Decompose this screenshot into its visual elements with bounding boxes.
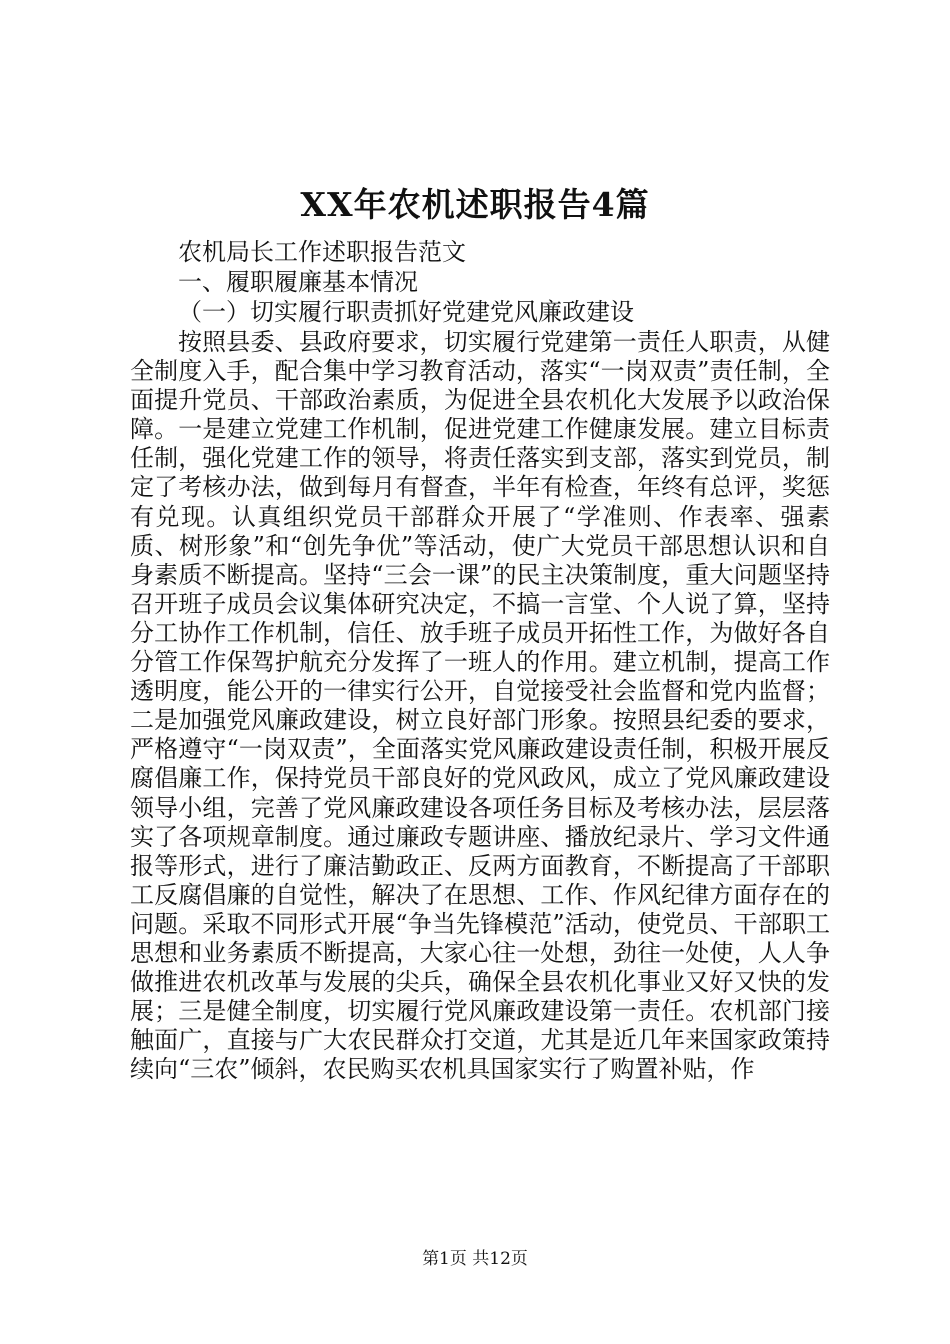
document-title: XX年农机述职报告4篇 [300, 185, 650, 224]
section-heading: 一、履职履廉基本情况 [178, 268, 418, 296]
body-paragraph: 按照县委、县政府要求，切实履行党建第一责任人职责，从健全制度入手，配合集中学习教育活动，落实“一岗双责”责任制，全面提升党员、干部政治素质，为促进全县农机化大发展予以政治保障。一是建立党建工作机制，促进党建工作健康发展。建立目标责任制，强化党建工作的领导，将责任落实到支部，落实到党员，制定了考核办法，做到每月有督查，半年有检查，年终有总评，奖惩有兑现。认真组织党员干部群众开展了“学准则、作表率、强素质、树形象”和“创先争优”等活动，使广大党员干部思想认识和自身素质不断提高。坚持“三会一课”的民主决策制度，重大问题坚持召开班子成员会议集体研究决定，不搞一言堂、个人说了算，坚持分工协作工作机制，信任、放手班子成员开拓性工作，为做好各自分管工作保驾护航充分发挥了一班人的作用。建立机制，提高工作透明度，能公开的一律实行公开，自觉接受社会监督和党内监督；二是加强党风廉政建设，树立良好部门形象。按照县纪委的要求，严格遵守“一岗双责”，全面落实党风廉政建设责任制，积极开展反腐倡廉工作，保持党员干部良好的党风政风，成立了党风廉政建设领导小组，完善了党风廉政建设各项任务目标及考核办法，层层落实了各项规章制度。通过廉政专题讲座、播放纪录片、学习文件通报等形式，进行了廉洁勤政正、反两方面教育，不断提高了干部职工反腐倡廉的自觉性，解决了在思想、工作、作风纪律方面存在的问题。采取不同形式开展“争当先锋模范”活动，使党员、干部职工思想和业务素质不断提高，大家心往一处想，劲往一处使，人人争做推进农机改革与发展的尖兵，确保全县农机化事业又好又快的发展；三是健全制度，切实履行党风廉政建设第一责任。农机部门接触面广，直接与广大农民群众打交道，尤其是近几年来国家政策持续向“三农”倾斜，农民购买农机具国家实行了购置补贴，作 [130, 328, 830, 1084]
document-subtitle: 农机局长工作述职报告范文 [178, 238, 466, 266]
page-number: 第1页 共12页 [422, 1249, 528, 1269]
subsection-heading: （一）切实履行职责抓好党建党风廉政建设 [178, 298, 634, 326]
